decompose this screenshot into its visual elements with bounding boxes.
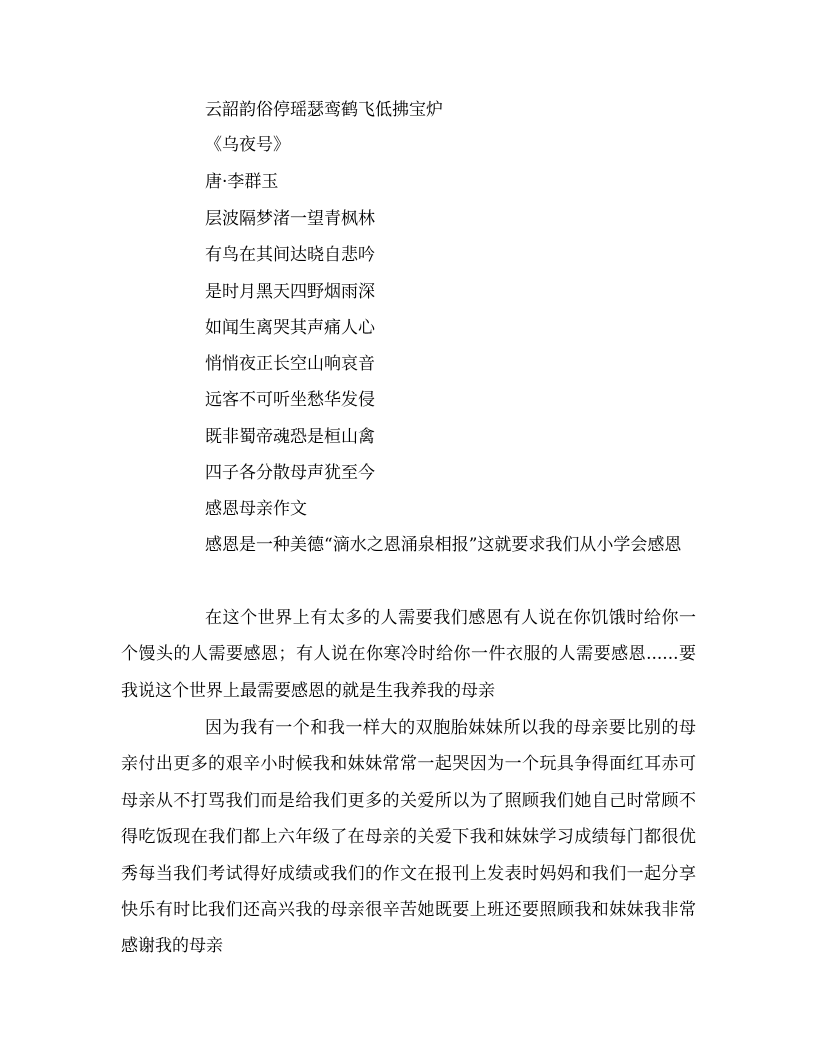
poem-title: 《乌夜号》 bbox=[205, 135, 290, 155]
poem-line-intro: 云韶韵俗停瑶瑟鸾鹤飞低拂宝炉 bbox=[205, 100, 443, 120]
poem-line: 既非蜀帝魂恐是桓山禽 bbox=[205, 427, 375, 447]
poem-line: 远客不可听坐愁华发侵 bbox=[205, 390, 375, 410]
poem-line: 有鸟在其间达晓自悲吟 bbox=[205, 245, 375, 265]
essay-paragraph: 感恩是一种美德“滴水之恩涌泉相报”这就要求我们从小学会感恩 bbox=[205, 535, 682, 555]
poem-line: 如闻生离哭其声痛人心 bbox=[205, 318, 375, 338]
essay-paragraph: 在这个世界上有太多的人需要我们感恩有人说在你饥饿时给你一个馒头的人需要感恩；有人说在你寒冷时给你一件衣服的人需要感恩......要我说这个世界上最需要感恩的就是生我养我的母亲 bbox=[121, 608, 696, 701]
essay-title: 感恩母亲作文 bbox=[205, 499, 307, 519]
poem-line: 层波隔梦渚一望青枫林 bbox=[205, 209, 375, 229]
poem-line: 是时月黑天四野烟雨深 bbox=[205, 282, 375, 302]
poem-author: 唐·李群玉 bbox=[205, 172, 279, 192]
essay-paragraph: 因为我有一个和我一样大的双胞胎妹妹所以我的母亲要比别的母亲付出更多的艰辛小时候我和妹妹常常一起哭因为一个玩具争得面红耳赤可母亲从不打骂我们而是给我们更多的关爱所以为了照顾我们她自己时常顾不得吃饭现在我们都上六年级了在母亲的关爱下我和妹妹学习成绩每门都很优秀每当我们考试得好成绩或我们的作文在报刊上发表时妈妈和我们一起分享快乐有时比我们还高兴我的母亲很辛苦她既要上班还要照顾我和妹妹我非常感谢我的母亲 bbox=[121, 718, 696, 957]
poem-line: 四子各分散母声犹至今 bbox=[205, 463, 375, 483]
poem-line: 悄悄夜正长空山响哀音 bbox=[205, 354, 375, 374]
